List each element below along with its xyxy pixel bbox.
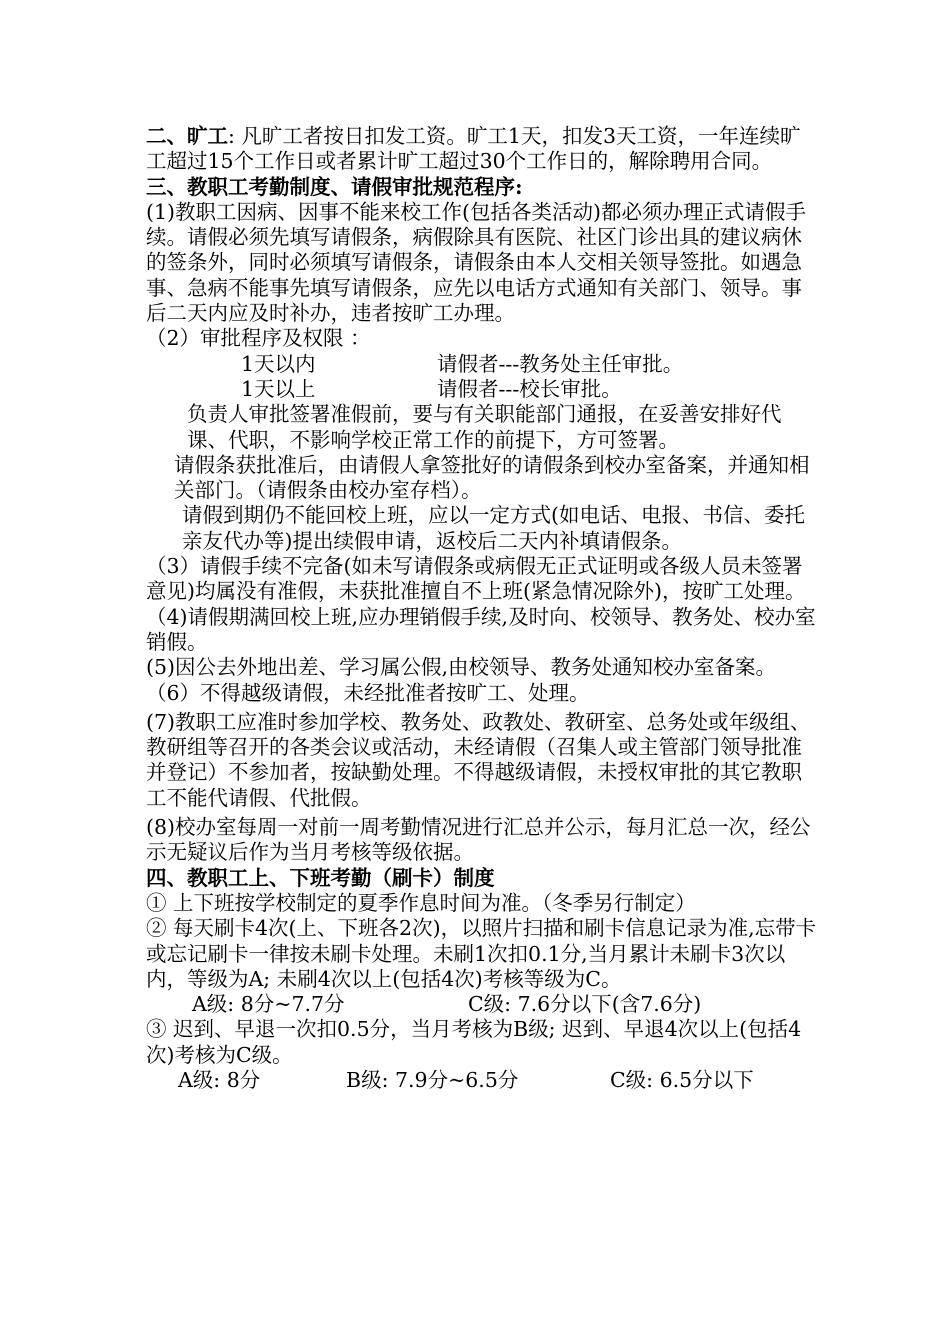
section-4-item-2: ② 每天刷卡4次(上、下班各2次)，以照片扫描和刷卡信息记录为准,忘带卡或忘记刷卡一律按未刷卡处理。未刷1次扣0.1分,当月累计未刷卡3次以内，等级为A; 未刷4次以上(包括4次)考核等级为C。	[146, 916, 817, 991]
document-body	[146, 124, 818, 1093]
grade-row	[146, 1068, 818, 1093]
approval-signing-paragraph: 负责人审批签署准假前，要与有关职能部门通报，在妥善安排好代课、代职，不影响学校正常工作的前提下，方可签署。	[187, 402, 782, 452]
section-3-item-8: (8)校办室每周一对前一周考勤情况进行汇总并公示，每月汇总一次，经公示无疑议后作为当月考核等级依据。	[146, 815, 811, 865]
approval-row	[146, 377, 818, 402]
leave-extension-paragraph: 请假到期仍不能回校上班，应以一定方式(如电话、电报、书信、委托亲友代办等)提出续假申请，返校后二天内补填请假条。	[182, 503, 805, 553]
section-3-heading: 三、教职工考勤制度、请假审批规范程序:	[146, 174, 523, 199]
grade-c: C级: 7.6分以下(含7.6分)	[468, 992, 702, 1017]
section-3-item-6: （6）不得越级请假，未经批准者按旷工、处理。	[146, 680, 590, 705]
section-4-item-3: ③ 迟到、早退一次扣0.5分，当月考核为B级; 迟到、早退4次以上(包括4次)考核为C级。	[146, 1017, 802, 1067]
approval-row	[146, 352, 818, 377]
approval-period: 1天以上	[241, 376, 316, 401]
section-3-item-1: (1)教职工因病、因事不能来校工作(包括各类活动)都必须办理正式请假手续。请假必须先填写请假条，病假除具有医院、社区门诊出具的建议病休的签条外，同时必须填写请假条，请假条由本人交相关领导签批。如遇急事、急病不能事先填写请假条，应先以电话方式通知有关部门、领导。事后二天内应及时补办，违者按旷工办理。	[146, 199, 807, 326]
approval-approver: 请假者---校长审批。	[437, 376, 622, 401]
grade-a: A级: 8分~7.7分	[192, 992, 345, 1017]
section-3-item-7: (7)教职工应准时参加学校、教务处、政教处、教研室、总务处或年级组、教研组等召开的各类会议或活动，未经请假（召集人或主管部门领导批准并登记）不参加者，按缺勤处理。不得越级请假，未授权审批的其它教职工不能代请假、代批假。	[146, 709, 811, 810]
section-3-item-4: （4)请假期满回校上班,应办理销假手续,及时向、校领导、教务处、校办室销假。	[146, 604, 816, 654]
section-2-paragraph	[146, 124, 818, 175]
section-2-heading: 二、旷工	[146, 124, 228, 148]
grade-row	[146, 992, 818, 1017]
section-4-item-1: ① 上下班按学校制定的夏季作息时间为准。（冬季另行制定）	[146, 890, 696, 915]
leave-filing-paragraph: 请假条获批准后，由请假人拿签批好的请假条到校办室备案，并通知相关部门。（请假条由校办室存档）。	[174, 452, 810, 503]
grade-b: B级: 7.9分~6.5分	[346, 1067, 519, 1092]
grade-c: C级: 6.5分以下	[610, 1067, 754, 1092]
approval-period: 1天以内	[241, 351, 316, 376]
section-2-body: : 凡旷工者按日扣发工资。旷工1天，扣发3天工资，一年连续旷工超过15个工作日或者累计旷工超过30个工作日的，解除聘用合同。	[146, 124, 801, 174]
section-4-heading: 四、教职工上、下班考勤（刷卡）制度	[146, 865, 495, 890]
section-3-item-2: （2）审批程序及权限 ：	[146, 326, 371, 351]
section-3-item-5: (5)因公去外地出差、学习属公假,由校领导、教务处通知校办室备案。	[146, 655, 777, 680]
grade-a: A级: 8分	[178, 1067, 261, 1092]
section-3-item-3: （3）请假手续不完备(如未写请假条或病假无正式证明或各级人员未签署意见)均属没有准假，未获批准擅自不上班(紧急情况除外)，按旷工处理。	[146, 554, 806, 604]
approval-approver: 请假者---教务处主任审批。	[437, 351, 684, 376]
